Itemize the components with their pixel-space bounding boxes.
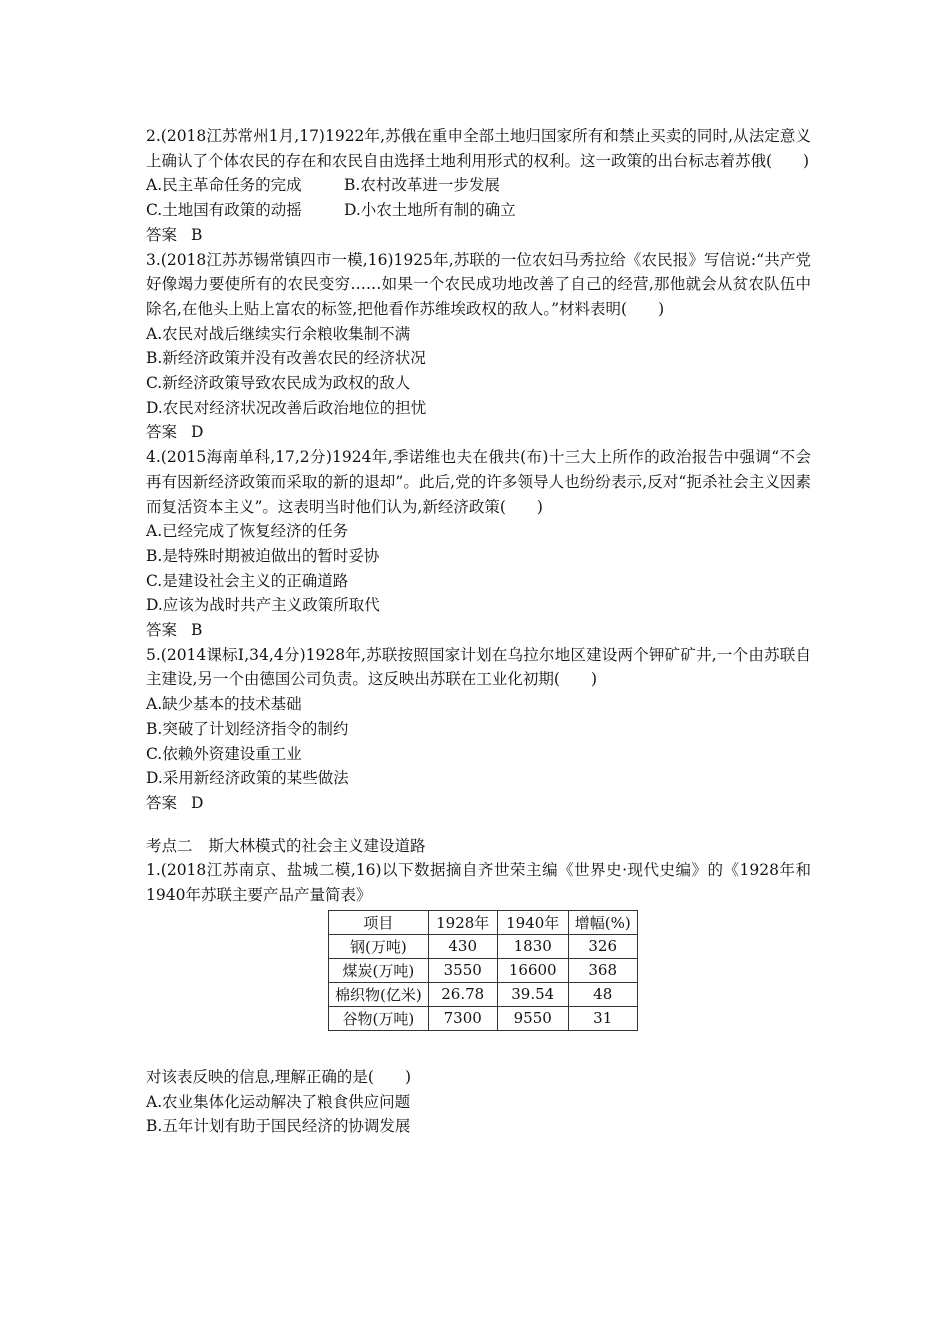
option-a: A.缺少基本的技术基础 xyxy=(146,695,302,714)
option-a: A.农业集体化运动解决了粮食供应问题 xyxy=(146,1092,411,1111)
options-row xyxy=(146,198,811,223)
answer-line xyxy=(146,618,811,643)
option-b: B.是特殊时期被迫做出的暂时妥协 xyxy=(146,546,380,565)
production-table xyxy=(328,910,638,1031)
table-cell: 7300 xyxy=(428,1006,497,1030)
section-number: 考点二 xyxy=(146,836,193,855)
answer-value: B xyxy=(191,225,203,244)
question-stem: 2.(2018江苏常州1月,17)1922年,苏俄在重申全部土地归国家所有和禁止买卖的同时,从法定意义上确认了个体农民的存在和农民自由选择土地利用形式的权利。这一政策的出台标志着苏俄( ) xyxy=(146,127,811,170)
option-a: A.民主革命任务的完成 xyxy=(146,176,302,195)
table-cell: 1830 xyxy=(497,934,568,958)
question-3 xyxy=(146,248,811,446)
option-c: C.土地国有政策的动摇 xyxy=(146,201,302,220)
answer-value: D xyxy=(191,793,204,812)
option-d: D.采用新经济政策的某些做法 xyxy=(146,769,349,788)
question-stem: 3.(2018江苏苏锡常镇四市一模,16)1925年,苏联的一位农妇马秀拉给《农民报》写信说:“共产党好像竭力要使所有的农民变穷……如果一个农民成功地改善了自己的经营,那他就会从贫农队伍中除名,在他头上贴上富农的标签,把他看作苏维埃政权的敌人。”材料表明( ) xyxy=(146,250,811,318)
table-cell: 3550 xyxy=(428,958,497,982)
option-d: D.小农土地所有制的确立 xyxy=(344,201,516,220)
answer-label: 答案 xyxy=(146,793,178,812)
table-cell: 326 xyxy=(568,934,637,958)
option-c: C.新经济政策导致农民成为政权的敌人 xyxy=(146,374,411,393)
table-cell: 钢(万吨) xyxy=(329,934,429,958)
question-5 xyxy=(146,643,811,816)
table-cell: 48 xyxy=(568,982,637,1006)
option-c: C.是建设社会主义的正确道路 xyxy=(146,571,349,590)
column-header: 1928年 xyxy=(428,910,497,934)
table-cell: 棉织物(亿米) xyxy=(329,982,429,1006)
table-cell: 煤炭(万吨) xyxy=(329,958,429,982)
question-stem: 4.(2015海南单科,17,2分)1924年,季诺维也夫在俄共(布)十三大上所作的政治报告中强调“不会再有因新经济政策而采取的新的退却”。此后,党的许多领导人也纷纷表示,反对“扼杀社会主义因素而复活资本主义”。这表明当时他们认为,新经济政策( ) xyxy=(146,448,811,516)
answer-label: 答案 xyxy=(146,423,178,442)
option-b: B.五年计划有助于国民经济的协调发展 xyxy=(146,1117,411,1136)
answer-line xyxy=(146,791,811,816)
section-title: 斯大林模式的社会主义建设道路 xyxy=(208,836,426,855)
document-page xyxy=(146,124,811,1139)
answer-value: D xyxy=(191,423,204,442)
column-header: 1940年 xyxy=(497,910,568,934)
option-a: A.已经完成了恢复经济的任务 xyxy=(146,522,349,541)
table-cell: 26.78 xyxy=(428,982,497,1006)
question-table xyxy=(146,858,811,1139)
table-row xyxy=(329,982,638,1006)
table-row xyxy=(329,1006,638,1030)
option-d: D.应该为战时共产主义政策所取代 xyxy=(146,596,380,615)
option-b: B.农村改革进一步发展 xyxy=(344,176,500,195)
answer-value: B xyxy=(191,621,203,640)
section-heading xyxy=(146,834,811,859)
table-row xyxy=(329,934,638,958)
option-b: B.新经济政策并没有改善农民的经济状况 xyxy=(146,349,426,368)
question-stem: 1.(2018江苏南京、盐城二模,16)以下数据摘自齐世荣主编《世界史·现代史编》的《1928年和1940年苏联主要产品产量简表》 xyxy=(146,861,811,905)
table-header-row xyxy=(329,910,638,934)
column-header: 增幅(%) xyxy=(568,910,637,934)
table-cell: 368 xyxy=(568,958,637,982)
table-row xyxy=(329,958,638,982)
option-b: B.突破了计划经济指令的制约 xyxy=(146,719,349,738)
question-prompt: 对该表反映的信息,理解正确的是( ) xyxy=(146,1067,412,1086)
table-cell: 31 xyxy=(568,1006,637,1030)
answer-line xyxy=(146,223,811,248)
question-stem: 5.(2014课标Ⅰ,34,4分)1928年,苏联按照国家计划在乌拉尔地区建设两个钾矿矿井,一个由苏联自主建设,另一个由德国公司负责。这反映出苏联在工业化初期( ) xyxy=(146,645,811,689)
table-cell: 16600 xyxy=(497,958,568,982)
options-row xyxy=(146,173,811,198)
option-d: D.农民对经济状况改善后政治地位的担忧 xyxy=(146,398,427,417)
table-cell: 39.54 xyxy=(497,982,568,1006)
option-a: A.农民对战后继续实行余粮收集制不满 xyxy=(146,324,411,343)
table-cell: 430 xyxy=(428,934,497,958)
answer-label: 答案 xyxy=(146,225,178,244)
column-header: 项目 xyxy=(329,910,429,934)
answer-label: 答案 xyxy=(146,621,178,640)
question-4 xyxy=(146,445,811,643)
answer-line xyxy=(146,420,811,445)
table-cell: 谷物(万吨) xyxy=(329,1006,429,1030)
option-c: C.依赖外资建设重工业 xyxy=(146,744,302,763)
question-2 xyxy=(146,124,811,248)
table-cell: 9550 xyxy=(497,1006,568,1030)
